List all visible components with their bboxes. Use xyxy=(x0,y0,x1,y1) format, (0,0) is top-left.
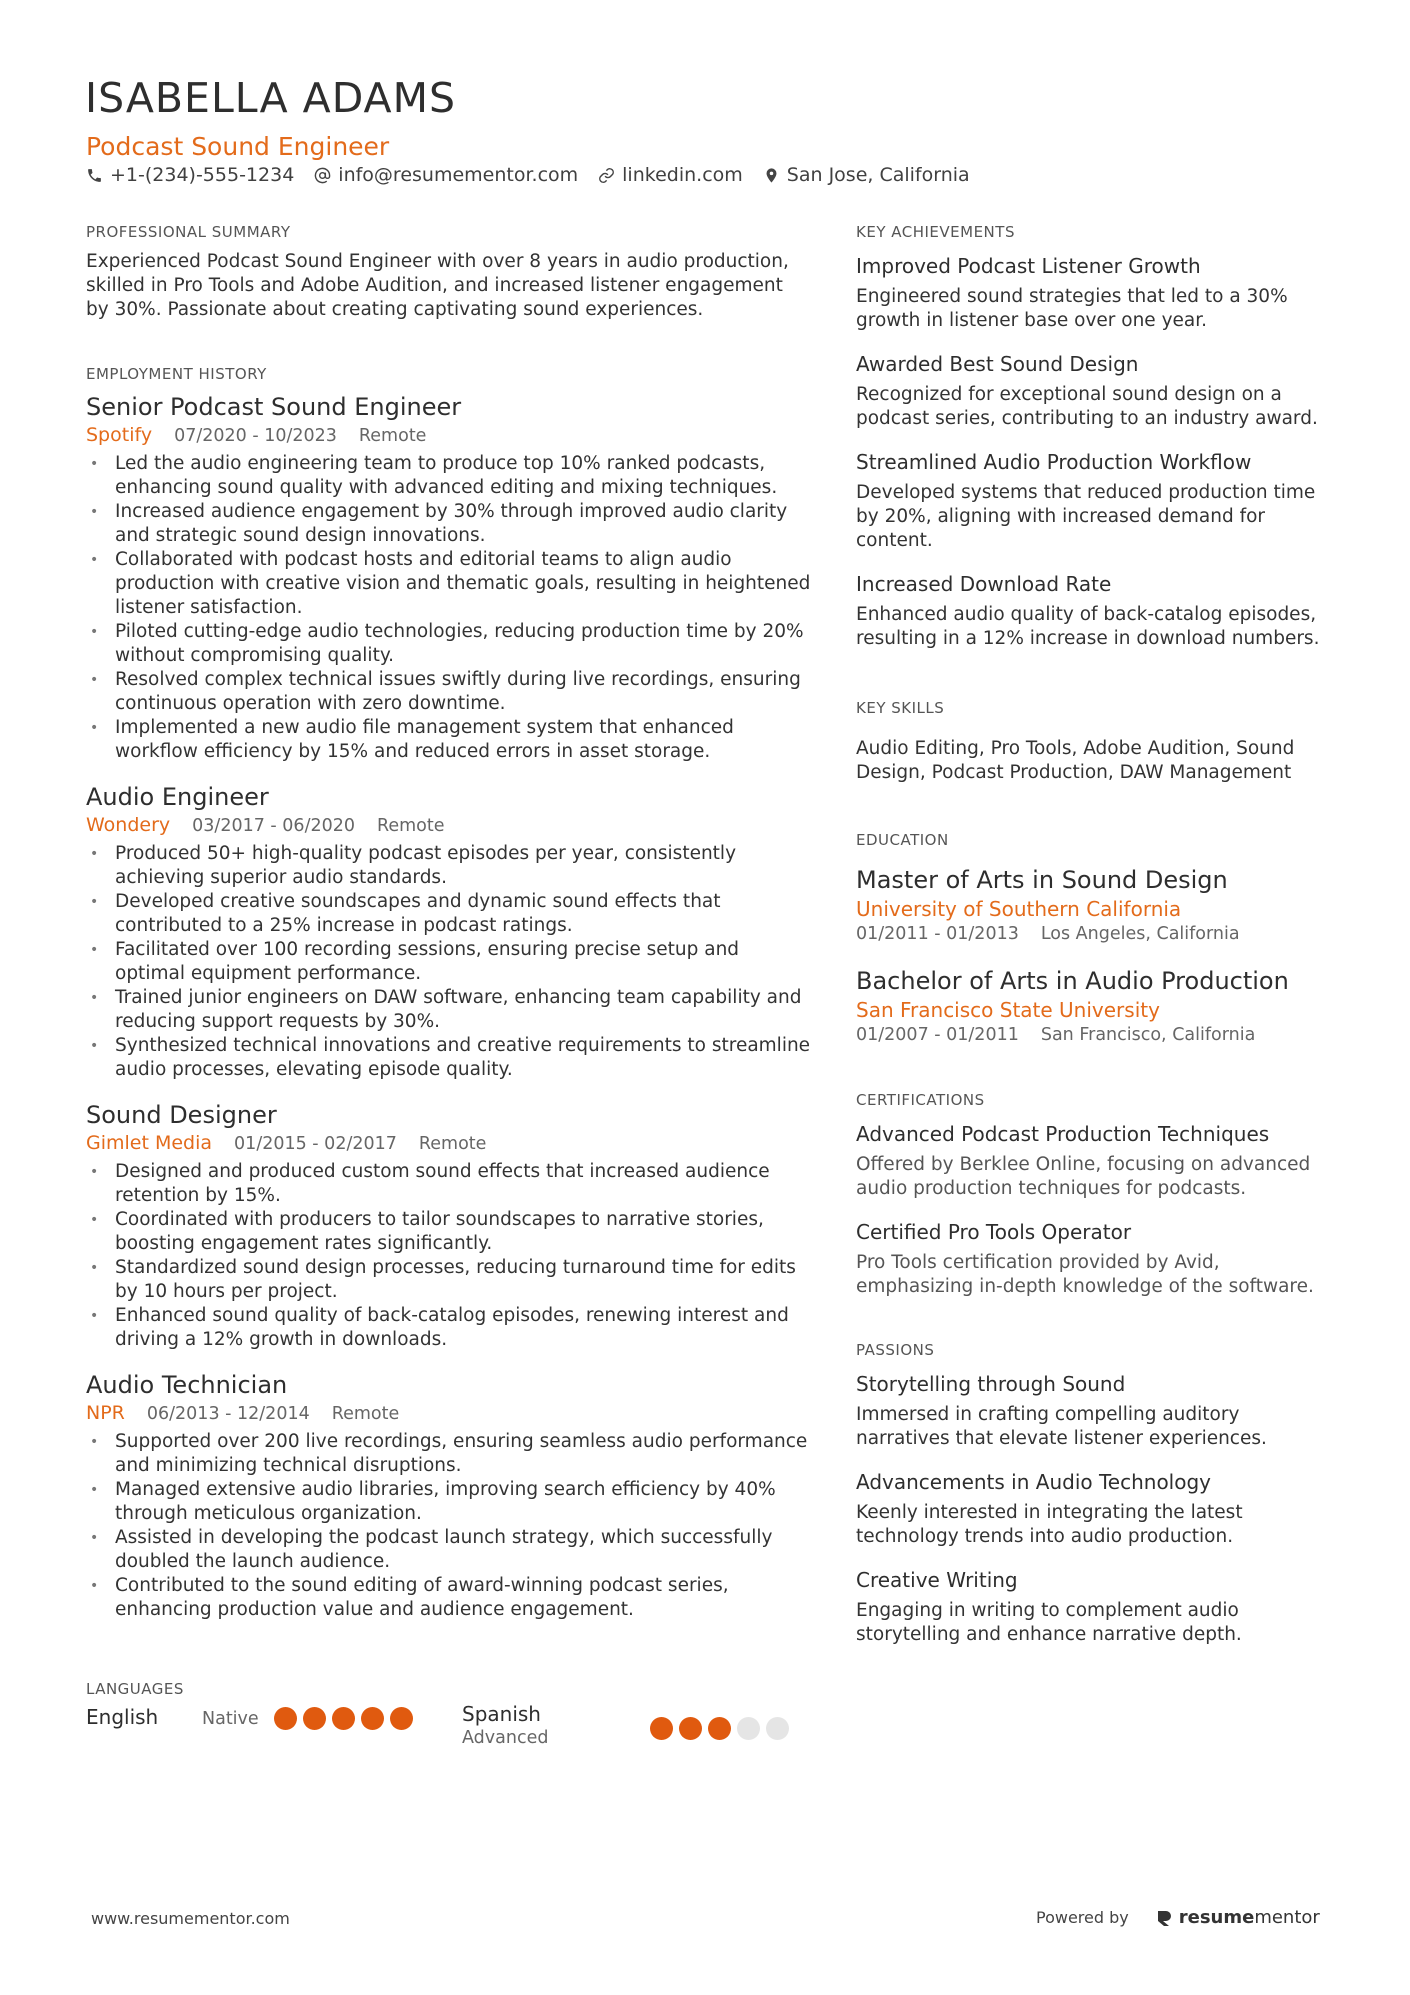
rating-dot xyxy=(274,1707,297,1730)
passion-item xyxy=(856,1371,1326,1451)
employment-list xyxy=(86,392,811,1640)
passion-text: Engaging in writing to complement audio storytelling and enhance narrative depth. xyxy=(856,1600,1242,1645)
skills-heading: KEY SKILLS xyxy=(856,699,945,717)
rating-dot xyxy=(737,1717,760,1740)
achievement-text: Recognized for exceptional sound design on a podcast series, contributing to an industry award. xyxy=(856,384,1318,429)
contact-bar xyxy=(86,164,970,186)
education-location: Los Angeles, California xyxy=(1040,924,1240,944)
certification-item xyxy=(856,1219,1326,1299)
achievement-text: Engineered sound strategies that led to a 30% growth in listener base over one year. xyxy=(856,286,1288,331)
education-dates: 01/2007 - 01/2011 xyxy=(856,1025,1019,1045)
education-school: University of Southern California xyxy=(856,897,1182,921)
job-dates: 03/2017 - 06/2020 xyxy=(192,816,355,836)
language-level: Advanced xyxy=(462,1728,549,1748)
passion-title: Advancements in Audio Technology xyxy=(856,1470,1211,1494)
education-entry xyxy=(856,966,1326,1047)
contact-location xyxy=(763,164,970,186)
job-bullets xyxy=(86,1160,811,1352)
job-location: Remote xyxy=(331,1404,400,1424)
certification-text: Pro Tools certification provided by Avid, emphasizing in-depth knowledge of the software. xyxy=(856,1252,1314,1297)
achievements-heading: KEY ACHIEVEMENTS xyxy=(856,223,1015,241)
location-pin-icon xyxy=(763,167,780,184)
employment-heading: EMPLOYMENT HISTORY xyxy=(86,365,267,383)
brand-logo[interactable] xyxy=(1155,1907,1320,1928)
education-degree: Master of Arts in Sound Design xyxy=(856,866,1228,894)
location-text: San Jose, California xyxy=(786,164,970,186)
job-dates: 01/2015 - 02/2017 xyxy=(234,1134,397,1154)
achievement-title: Increased Download Rate xyxy=(856,572,1112,596)
at-icon xyxy=(314,167,331,184)
job-company: Gimlet Media xyxy=(86,1132,213,1154)
job-bullet: • Increased audience engagement by 30% through improved audio clarity and strategic sound design innovations. xyxy=(86,500,811,548)
languages-heading: LANGUAGES xyxy=(86,1680,184,1698)
certification-title: Certified Pro Tools Operator xyxy=(856,1220,1132,1244)
linkedin-text: linkedin.com xyxy=(622,164,743,186)
language-name: Spanish xyxy=(462,1702,541,1726)
achievement-text: Enhanced audio quality of back-catalog episodes, resulting in a 12% increase in download numbers. xyxy=(856,604,1320,649)
language-rating xyxy=(650,1717,789,1740)
job-meta xyxy=(86,1401,811,1426)
job-title: Sound Designer xyxy=(86,1101,277,1129)
job-bullet: • Assisted in developing the podcast launch strategy, which successfully doubled the launch audience. xyxy=(86,1526,811,1574)
job-bullet: • Synthesized technical innovations and creative requirements to streamline audio processes, elevating episode quality. xyxy=(86,1034,811,1082)
passion-text: Immersed in crafting compelling auditory narratives that elevate listener experiences. xyxy=(856,1404,1267,1449)
rating-dot xyxy=(650,1717,673,1740)
language-name: English xyxy=(86,1705,159,1729)
summary-heading: PROFESSIONAL SUMMARY xyxy=(86,223,291,241)
job-entry xyxy=(86,1370,811,1622)
achievement-title: Awarded Best Sound Design xyxy=(856,352,1139,376)
skills-section xyxy=(856,699,1326,785)
certifications-section xyxy=(856,1091,1326,1317)
job-bullet: • Led the audio engineering team to produce top 10% ranked podcasts, enhancing sound quality with advanced editing and mixing techniques. xyxy=(86,452,811,500)
job-bullet: • Facilitated over 100 recording sessions, ensuring precise setup and optimal equipment performance. xyxy=(86,938,811,986)
job-dates: 07/2020 - 10/2023 xyxy=(174,426,337,446)
job-bullets xyxy=(86,1430,811,1622)
job-bullet: • Enhanced sound quality of back-catalog episodes, renewing interest and driving a 12% growth in downloads. xyxy=(86,1304,811,1352)
education-entry xyxy=(856,865,1326,946)
job-bullets xyxy=(86,842,811,1082)
rating-dot xyxy=(332,1707,355,1730)
link-icon xyxy=(598,167,615,184)
email-text: info@resumementor.com xyxy=(338,164,579,186)
resumementor-logo-icon xyxy=(1155,1909,1173,1927)
job-bullet: • Standardized sound design processes, reducing turnaround time for edits by 10 hours per project. xyxy=(86,1256,811,1304)
achievement-item xyxy=(856,351,1326,431)
job-company: Spotify xyxy=(86,424,153,446)
job-bullet: • Managed extensive audio libraries, improving search efficiency by 40% through meticulous organization. xyxy=(86,1478,811,1526)
rating-dot xyxy=(390,1707,413,1730)
phone-text: +1-(234)-555-1234 xyxy=(110,164,295,186)
job-bullet: • Resolved complex technical issues swiftly during live recordings, ensuring continuous operation with zero downtime. xyxy=(86,668,811,716)
certification-item xyxy=(856,1121,1326,1201)
certification-text: Offered by Berklee Online, focusing on advanced audio production techniques for podcasts. xyxy=(856,1154,1311,1199)
job-bullet: • Produced 50+ high-quality podcast episodes per year, consistently achieving superior audio standards. xyxy=(86,842,811,890)
education-heading: EDUCATION xyxy=(856,831,949,849)
job-bullets xyxy=(86,452,811,764)
skills-text: Audio Editing, Pro Tools, Adobe Audition, Sound Design, Podcast Production, DAW Management xyxy=(856,738,1295,783)
rating-dot xyxy=(303,1707,326,1730)
powered-by xyxy=(1036,1907,1320,1928)
rating-dot xyxy=(766,1717,789,1740)
job-bullet: • Designed and produced custom sound effects that increased audience retention by 15%. xyxy=(86,1160,811,1208)
certification-title: Advanced Podcast Production Techniques xyxy=(856,1122,1270,1146)
job-entry xyxy=(86,1100,811,1352)
contact-email[interactable] xyxy=(314,164,578,186)
education-meta xyxy=(856,1023,1326,1047)
education-dates: 01/2011 - 01/2013 xyxy=(856,924,1019,944)
job-dates: 06/2013 - 12/2014 xyxy=(146,1404,310,1424)
candidate-role: Podcast Sound Engineer xyxy=(86,132,390,161)
job-bullet: • Trained junior engineers on DAW software, enhancing team capability and reducing support requests by 30%. xyxy=(86,986,811,1034)
achievement-item xyxy=(856,449,1326,553)
job-title: Audio Technician xyxy=(86,1371,288,1399)
candidate-name: ISABELLA ADAMS xyxy=(85,74,457,122)
contact-linkedin[interactable] xyxy=(598,164,743,186)
job-meta xyxy=(86,1131,811,1156)
job-meta xyxy=(86,813,811,838)
achievement-item xyxy=(856,253,1326,333)
job-location: Remote xyxy=(418,1134,487,1154)
job-bullet: • Developed creative soundscapes and dynamic sound effects that contributed to a 25% increase in podcast ratings. xyxy=(86,890,811,938)
job-company: Wondery xyxy=(86,814,171,836)
achievement-item xyxy=(856,571,1326,651)
achievement-title: Improved Podcast Listener Growth xyxy=(856,254,1201,278)
education-degree: Bachelor of Arts in Audio Production xyxy=(856,967,1289,995)
education-location: San Francisco, California xyxy=(1040,1025,1256,1045)
rating-dot xyxy=(708,1717,731,1740)
passion-item xyxy=(856,1567,1326,1647)
phone-icon xyxy=(86,167,103,184)
achievements-section xyxy=(856,223,1326,669)
job-bullet: • Piloted cutting-edge audio technologies, reducing production time by 20% without compromising quality. xyxy=(86,620,811,668)
achievement-text: Developed systems that reduced production time by 20%, aligning with increased demand for content. xyxy=(856,482,1316,551)
education-meta xyxy=(856,922,1326,946)
job-bullet: • Implemented a new audio file management system that enhanced workflow efficiency by 15% and reduced errors in asset storage. xyxy=(86,716,811,764)
passions-section xyxy=(856,1341,1326,1665)
passion-title: Storytelling through Sound xyxy=(856,1372,1126,1396)
job-bullet: • Contributed to the sound editing of award-winning podcast series, enhancing production value and audience engagement. xyxy=(86,1574,811,1622)
passion-text: Keenly interested in integrating the latest technology trends into audio production. xyxy=(856,1502,1243,1547)
job-company: NPR xyxy=(86,1402,125,1424)
job-entry xyxy=(86,392,811,764)
passion-title: Creative Writing xyxy=(856,1568,1018,1592)
education-section xyxy=(856,831,1326,1047)
job-bullet: • Collaborated with podcast hosts and editorial teams to align audio production with creative vision and thematic goals, resulting in heightened listener satisfaction. xyxy=(86,548,811,620)
footer-url[interactable]: www.resumementor.com xyxy=(91,1909,290,1928)
brand-rest: mentor xyxy=(1254,1907,1320,1928)
education-school: San Francisco State University xyxy=(856,998,1160,1022)
brand-bold: resume xyxy=(1178,1907,1255,1928)
job-entry xyxy=(86,782,811,1082)
language-rating xyxy=(274,1707,413,1730)
achievement-title: Streamlined Audio Production Workflow xyxy=(856,450,1252,474)
job-title: Audio Engineer xyxy=(86,783,269,811)
job-bullet: • Coordinated with producers to tailor soundscapes to narrative stories, boosting engagement rates significantly. xyxy=(86,1208,811,1256)
contact-phone xyxy=(86,164,294,186)
passions-heading: PASSIONS xyxy=(856,1341,935,1359)
job-location: Remote xyxy=(358,426,427,446)
powered-by-label: Powered by xyxy=(1036,1908,1129,1927)
job-title: Senior Podcast Sound Engineer xyxy=(86,393,462,421)
job-meta xyxy=(86,423,811,448)
passion-item xyxy=(856,1469,1326,1549)
language-level: Native xyxy=(202,1709,259,1729)
job-bullet: • Supported over 200 live recordings, ensuring seamless audio performance and minimizing technical disruptions. xyxy=(86,1430,811,1478)
rating-dot xyxy=(679,1717,702,1740)
job-location: Remote xyxy=(377,816,445,836)
rating-dot xyxy=(361,1707,384,1730)
certifications-heading: CERTIFICATIONS xyxy=(856,1091,985,1109)
summary-text: Experienced Podcast Sound Engineer with over 8 years in audio production, skilled in Pro Tools and Adobe Audition, and increased listener engagement by 30%. Passionate about creating captivating sound experiences. xyxy=(86,251,789,320)
